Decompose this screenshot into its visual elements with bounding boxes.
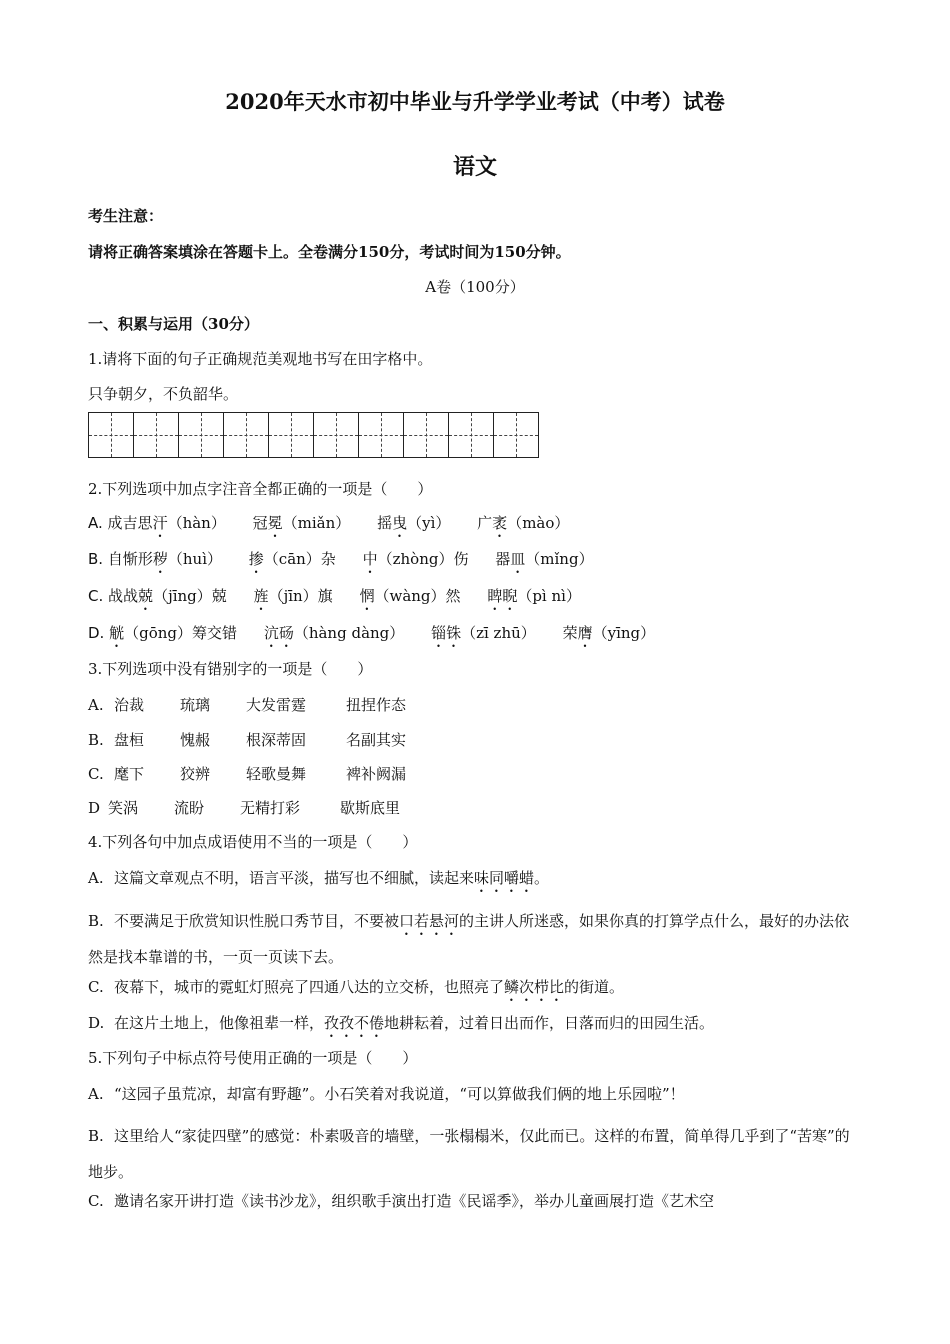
q1-prompt: 1.请将下面的句子正确规范美观地书写在田字格中。 xyxy=(88,350,433,368)
q4-option-b: B. 不要满足于欣赏知识性脱口秀节目，不要被口若悬河的主讲人所迷惑，如果你真的打算学点什么，最好的办法依然是找本靠谱的书，一页一页读下去。 xyxy=(88,912,850,966)
q1-sentence: 只争朝夕，不负韶华。 xyxy=(88,385,239,403)
grid-cell[interactable] xyxy=(493,412,539,458)
q2-option-c: C. 战战兢（jīng）兢 旌（jīn）旗 惘（wàng）然 睥睨（pì nì） xyxy=(88,587,581,605)
section-heading: 一、积累与运用（30分） xyxy=(88,315,259,333)
q2-option-a: A. 成吉思汗（hàn） 冠冕（miǎn） 摇曳（yì） 广袤（mào） xyxy=(88,514,570,532)
grid-cell[interactable] xyxy=(88,412,134,458)
grid-cell[interactable] xyxy=(313,412,359,458)
tianzige-grid xyxy=(88,412,538,458)
grid-cell[interactable] xyxy=(223,412,269,458)
q5-option-b: B. 这里给人“家徒四壁”的感觉：朴素吸音的墙壁，一张榻榻米，仅此而已。这样的布置，简单得几乎到了“苦寒”的地步。 xyxy=(88,1127,850,1181)
subject-title: 语文 xyxy=(452,154,497,180)
q4-option-c: C. 夜幕下，城市的霓虹灯照亮了四通八达的立交桥，也照亮了鳞次栉比的街道。 xyxy=(88,978,625,996)
q3-prompt: 3.下列选项中没有错别字的一项是（ ） xyxy=(88,660,373,678)
q5-option-c: C. 邀请名家开讲打造《读书沙龙》，组织歌手演出打造《民谣季》，举办儿童画展打造《艺术空 xyxy=(88,1192,715,1210)
q2-prompt: 2.下列选项中加点字注音全都正确的一项是（ ） xyxy=(88,480,433,498)
q3-option-d: D 笑涡 流盼 无精打彩 歇斯底里 xyxy=(88,799,401,817)
grid-cell[interactable] xyxy=(178,412,224,458)
grid-cell[interactable] xyxy=(358,412,404,458)
q2-option-b: B. 自惭形秽（huì） 掺（cān）杂 中（zhòng）伤 器皿（mǐng） xyxy=(88,550,594,568)
q5-option-a: A. “这园子虽荒凉，却富有野趣”。小石笑着对我说道，“可以算做我们俩的地上乐园啦”！ xyxy=(88,1085,685,1103)
grid-cell[interactable] xyxy=(133,412,179,458)
q2-option-d: D. 觥（gōng）筹交错 沆砀（hàng dàng） 锱铢（zī zhū） 荣膺（yīng） xyxy=(88,624,656,642)
q5-prompt: 5.下列句子中标点符号使用正确的一项是（ ） xyxy=(88,1049,418,1067)
exam-title: 2020年天水市初中毕业与升学学业考试（中考）试卷 xyxy=(225,89,725,114)
q3-option-b: B. 盘桓 愧赧 根深蒂固 名副其实 xyxy=(88,731,407,749)
volume-label: A卷（100分） xyxy=(425,278,525,296)
q4-option-d: D. 在这片土地上，他像祖辈一样，孜孜不倦地耕耘着，过着日出而作，日落而归的田园生活。 xyxy=(88,1014,715,1032)
q3-option-c: C. 麾下 狡辨 轻歌曼舞 裨补阙漏 xyxy=(88,765,407,783)
q3-option-a: A. 治裁 琉璃 大发雷霆 扭捏作态 xyxy=(88,696,407,714)
notice-text: 请将正确答案填涂在答题卡上。全卷满分150分，考试时间为150分钟。 xyxy=(88,243,571,261)
q4-option-a: A. 这篇文章观点不明，语言平淡，描写也不细腻，读起来味同嚼蜡。 xyxy=(88,869,550,887)
notice-heading: 考生注意： xyxy=(88,207,164,225)
grid-cell[interactable] xyxy=(268,412,314,458)
grid-cell[interactable] xyxy=(403,412,449,458)
q4-prompt: 4.下列各句中加点成语使用不当的一项是（ ） xyxy=(88,833,418,851)
grid-cell[interactable] xyxy=(448,412,494,458)
